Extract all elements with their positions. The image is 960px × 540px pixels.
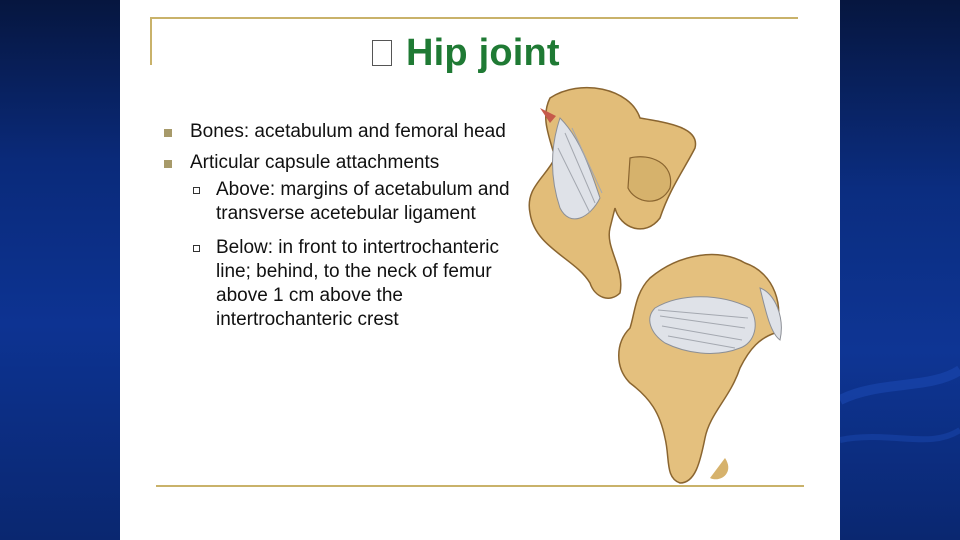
- bullet-lead: Articular capsule attachments: [190, 152, 440, 173]
- checkbox-bullet-icon: [193, 245, 200, 252]
- frame-left-line: [150, 17, 152, 65]
- background-swirl: [840, 340, 960, 500]
- sub-bullet-text: Below: in front to intertrochanteric line; behind, to the neck of femur above 1 cm above the intertrochanteric crest: [216, 237, 500, 330]
- slide: [120, 0, 840, 540]
- title-text: Hip joint: [406, 31, 560, 74]
- slide-title: [372, 30, 560, 76]
- bullet-item: [160, 151, 530, 174]
- box-glyph-icon: [372, 40, 392, 66]
- hip-joint-illustration: [520, 78, 810, 488]
- bullet-list: [160, 120, 530, 332]
- sub-bullet-text: Above: margins of acetabulum and transverse acetebular ligament: [216, 179, 510, 224]
- bullet-text: : acetabulum and femoral head: [243, 121, 506, 142]
- sub-bullet-item: [160, 178, 530, 226]
- frame-top-line: [150, 17, 798, 19]
- bullet-item: [160, 120, 530, 143]
- bullet-square-icon: [164, 160, 172, 168]
- bullet-square-icon: [164, 129, 172, 137]
- checkbox-bullet-icon: [193, 187, 200, 194]
- bullet-lead: Bones: [190, 121, 244, 142]
- background-left-panel: [0, 0, 120, 540]
- lower-hip-drawing: [619, 255, 782, 483]
- sub-bullet-item: [160, 236, 530, 332]
